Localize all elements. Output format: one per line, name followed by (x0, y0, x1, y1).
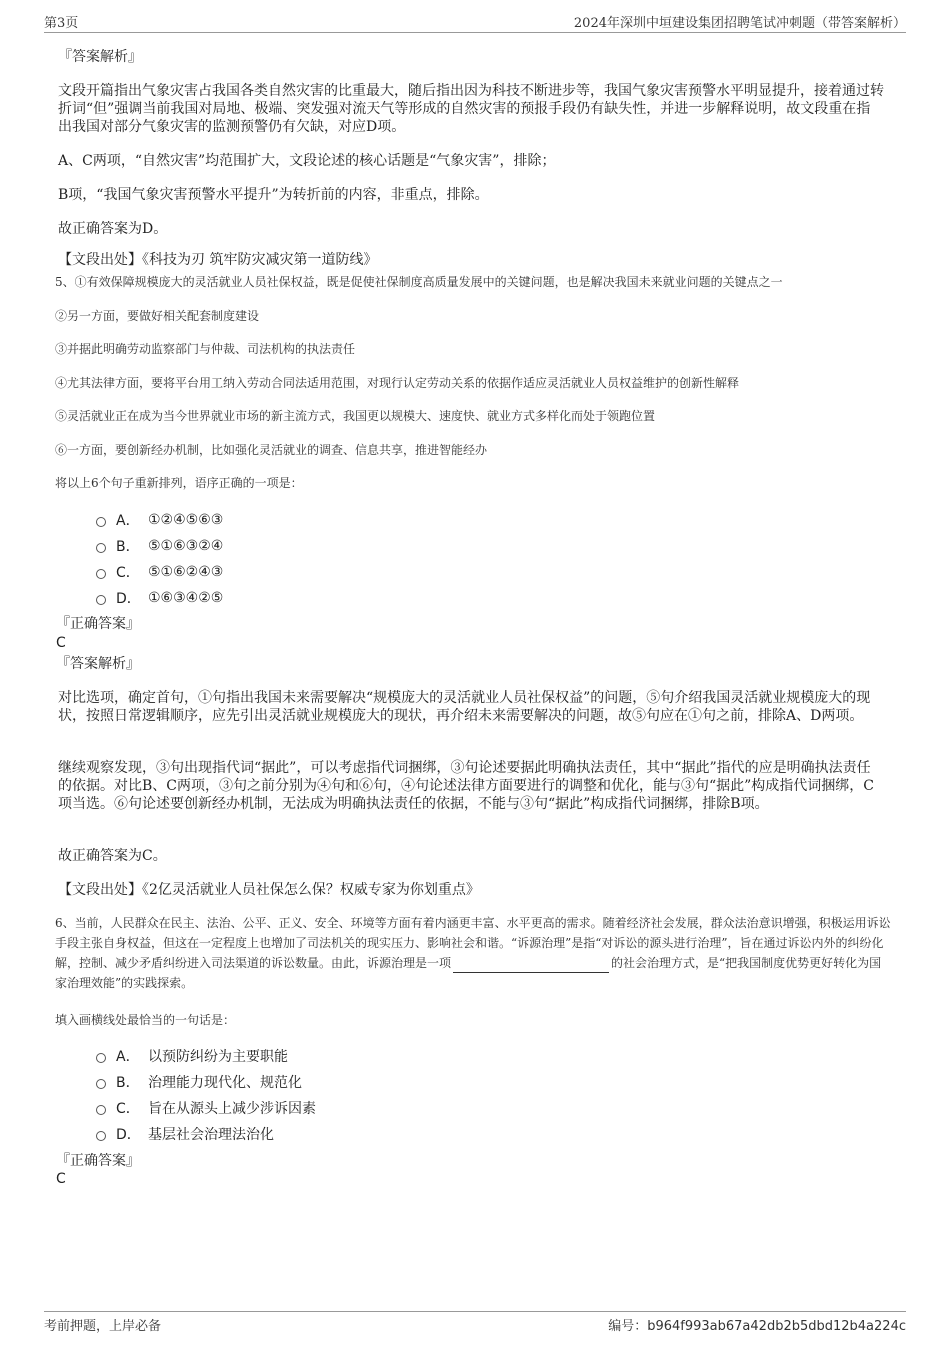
document-title: 2024年深圳中垣建设集团招聘笔试冲刺题（带答案解析） (573, 16, 906, 31)
document-code: 编号：b964f993ab67a42db2b5dbd12b4a224c (608, 1319, 906, 1334)
passage-source: 【文段出处】《2亿灵活就业人员社保怎么保？权威专家为你划重点》 (58, 882, 480, 898)
fill-blank (453, 959, 609, 973)
analysis-label: 『答案解析』 (56, 656, 140, 672)
correct-answer: C (56, 1171, 66, 1187)
option-b[interactable]: B． 治理能力现代化、规范化 (96, 1072, 302, 1092)
header-rule (44, 32, 906, 33)
correct-answer-label: 『正确答案』 (56, 1153, 140, 1169)
option-a[interactable]: A． 以预防纠纷为主要职能 (96, 1046, 288, 1066)
page-number: 第3页 (44, 16, 79, 31)
analysis-paragraph: 对比选项，确定首句，①句指出我国未来需要解决“规模庞大的灵活就业人员社保权益”的问题，⑤句介绍我国灵活就业规模庞大的现状，按照日常逻辑顺序，应先引出灵活就业规模庞大的现状，再介绍未来需要解决的问题，故⑤句应在①句之前，排除A、D两项。 (58, 690, 871, 724)
question-stem: 6、当前，人民群众在民主、法治、公平、正义、安全、环境等方面有着内涵更丰富、水平更高的需求。随着经济社会发展，群众法治意识增强，积极运用诉讼手段主张自身权益，但这在一定程度上也增加了司法机关的现实压力、影响社会和谐。“诉源治理”是指“对诉讼的源头进行治理”，旨在通过诉讼内外的纠纷化解，控制、减少矛盾纠纷进入司法渠道的诉讼数量。由此，诉源治理是一项 的社会治理方式，是“把我国制度优势更好转化为国家治理效能”的实践探索。 (55, 916, 891, 990)
analysis-paragraph: 文段开篇指出气象灾害占我国各类自然灾害的比重最大，随后指出因为科技不断进步等，我国气象灾害预警水平明显提升，接着通过转折词“但”强调当前我国对局地、极端、突发强对流天气等形成的自然灾害的预报手段仍有缺失性，并进一步解释说明，故文段重在指出我国对部分气象灾害的监测预警仍有欠缺，对应D项。 (58, 83, 884, 135)
question-sentence: ⑤灵活就业正在成为当今世界就业市场的新主流方式，我国更以规模大、速度快、就业方式多样化而处于领跑位置 (55, 409, 656, 423)
analysis-paragraph: A、C两项，“自然灾害”均范围扩大，文段论述的核心话题是“气象灾害”，排除； (58, 153, 556, 169)
radio-icon[interactable] (96, 1053, 106, 1063)
option-d[interactable]: D． ①⑥③④②⑤ (96, 588, 223, 608)
radio-icon[interactable] (96, 1079, 106, 1089)
radio-icon[interactable] (96, 517, 106, 527)
question-sentence: 5、①有效保障规模庞大的灵活就业人员社保权益，既是促使社保制度高质量发展中的关键问题，也是解决我国未来就业问题的关键点之一 (55, 275, 783, 289)
footer-slogan: 考前押题，上岸必备 (44, 1319, 162, 1334)
answer-conclusion: 故正确答案为D。 (58, 221, 168, 237)
analysis-paragraph: 继续观察发现，③句出现指代词“据此”，可以考虑指代词捆绑，③句论述要据此明确执法责任，其中“据此”指代的应是明确执法责任的依据。对比B、C两项，③句之前分别为④句和⑥句，④句论述法律方面要进行的调整和优化，能与③句“据此”构成指代词捆绑，C项当选。⑥句论述要创新经办机制，无法成为明确执法责任的依据，不能与③句“据此”构成指代词捆绑，排除B项。 (58, 760, 875, 812)
radio-icon[interactable] (96, 543, 106, 553)
passage-source: 【文段出处】《科技为刃 筑牢防灾减灾第一道防线》 (58, 252, 378, 268)
question-prompt: 将以上6个句子重新排列，语序正确的一项是： (55, 476, 303, 490)
radio-icon[interactable] (96, 1105, 106, 1115)
correct-answer-label: 『正确答案』 (56, 616, 140, 632)
question-sentence: ③并据此明确劳动监察部门与仲裁、司法机构的执法责任 (55, 342, 356, 356)
radio-icon[interactable] (96, 595, 106, 605)
question-prompt: 填入画横线处最恰当的一句话是： (55, 1013, 236, 1027)
option-c[interactable]: C． ⑤①⑥②④③ (96, 562, 223, 582)
option-a[interactable]: A． ①②④⑤⑥③ (96, 510, 223, 530)
analysis-label: 『答案解析』 (58, 49, 142, 65)
correct-answer: C (56, 635, 66, 651)
question-sentence: ②另一方面，要做好相关配套制度建设 (55, 309, 260, 323)
option-b[interactable]: B． ⑤①⑥③②④ (96, 536, 223, 556)
radio-icon[interactable] (96, 569, 106, 579)
option-d[interactable]: D． 基层社会治理法治化 (96, 1124, 274, 1144)
question-sentence: ⑥一方面，要创新经办机制，比如强化灵活就业的调查、信息共享，推进智能经办 (55, 443, 488, 457)
footer-rule (44, 1311, 906, 1312)
analysis-paragraph: B项，“我国气象灾害预警水平提升”为转折前的内容，非重点，排除。 (58, 187, 489, 203)
answer-conclusion: 故正确答案为C。 (58, 848, 167, 864)
radio-icon[interactable] (96, 1131, 106, 1141)
question-sentence: ④尤其法律方面，要将平台用工纳入劳动合同法适用范围，对现行认定劳动关系的依据作适应灵活就业人员权益维护的创新性解释 (55, 376, 740, 390)
option-c[interactable]: C． 旨在从源头上减少涉诉因素 (96, 1098, 316, 1118)
